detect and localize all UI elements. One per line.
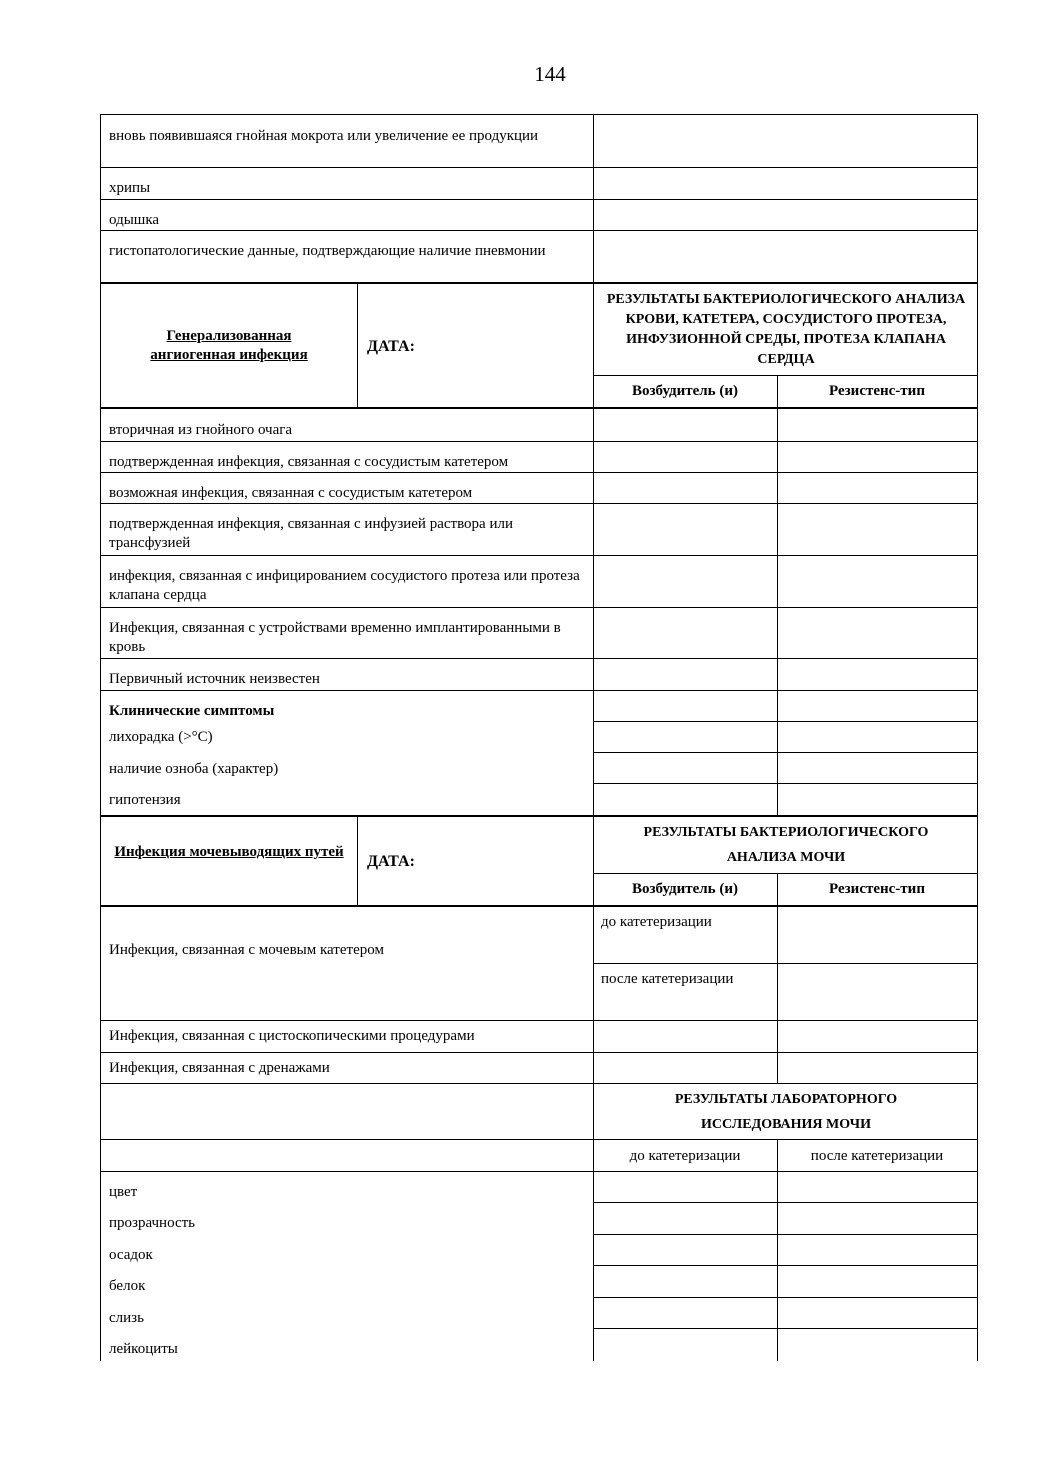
grid-line [593,1234,977,1235]
grid-line [593,375,977,376]
grid-line [777,1139,778,1361]
grid-line [593,115,594,1361]
grid-line [357,815,358,905]
urinary-results-header: РЕЗУЛЬТАТЫ БАКТЕРИОЛОГИЧЕСКОГО АНАЛИЗА МОЧИ [643,825,929,865]
lab-row: слизь [109,1310,144,1326]
before-catheterization: до катетеризации [601,914,712,930]
angio-row: подтвержденная инфекция, связанная с инфузией раствора или трансфузией [109,516,514,551]
clinical-symptoms-heading: Клинические симптомы [109,703,275,719]
urinary-row: Инфекция, связанная с цистоскопическими процедурами [109,1028,475,1044]
pneumonia-row: гистопатологические данные, подтверждающие наличие пневмонии [109,243,546,259]
angio-row: лихорадка (>°C) [109,729,213,745]
urinary-date-label: ДАТА: [367,853,415,870]
angio-resistance-header: Резистенс-тип [829,383,925,399]
grid-line [593,1328,977,1329]
pneumonia-row: вновь появившаяся гнойная мокрота или увеличение ее продукции [109,128,539,144]
grid-line [593,873,977,874]
grid-line [101,905,977,907]
angio-row: вторичная из гнойного очага [109,422,293,438]
lab-row: лейкоциты [109,1341,178,1357]
pneumonia-row: хрипы [109,180,151,196]
angio-results-header: РЕЗУЛЬТАТЫ БАКТЕРИОЛОГИЧЕСКОГО АНАЛИЗА КРОВИ, КАТЕТЕРА, СОСУДИСТОГО ПРОТЕЗА, ИНФУЗИОННОЙ СРЕДЫ, ПРОТЕЗА КЛАПАНА СЕРДЦА [606,292,966,367]
pneumonia-row: одышка [109,212,160,228]
grid-line [101,441,977,442]
page-number: 144 [534,62,566,86]
angio-section-title: Генерализованная ангиогенная инфекция [150,328,308,363]
angio-row: подтвержденная инфекция, связанная с сосудистым катетером [109,454,509,470]
grid-line [101,555,977,556]
grid-line [593,752,977,753]
lab-row: осадок [109,1247,153,1263]
grid-line [101,199,977,200]
grid-line [101,607,977,608]
grid-line [357,282,358,407]
grid-line [593,721,977,722]
grid-line [101,1171,977,1172]
grid-line [101,815,977,817]
grid-line [101,1139,977,1140]
grid-line [593,1202,977,1203]
grid-line [101,407,977,409]
lab-results-header: РЕЗУЛЬТАТЫ ЛАБОРАТОРНОГО ИССЛЕДОВАНИЯ МОЧИ [674,1092,898,1132]
grid-line [777,375,778,815]
angio-row: инфекция, связанная с инфицированием сосудистого протеза или протеза клапана сердца [109,568,580,603]
grid-line [777,873,778,1083]
grid-line [101,230,977,231]
grid-line [593,783,977,784]
grid-line [101,690,977,691]
angio-row: Первичный источник неизвестен [109,671,320,687]
urinary-pathogen-header: Возбудитель (и) [631,881,738,897]
lab-row: цвет [109,1184,138,1200]
infection-form-table [100,114,978,1361]
grid-line [101,658,977,659]
angio-row: Инфекция, связанная с устройствами временно имплантированными в кровь [109,620,561,655]
lab-row: белок [109,1278,146,1294]
grid-line [101,1083,977,1084]
angio-row: наличие озноба (характер) [109,761,279,777]
urinary-catheter-row: Инфекция, связанная с мочевым катетером [109,942,384,958]
grid-line [101,1020,977,1021]
grid-line [101,503,977,504]
angio-date-label: ДАТА: [367,338,415,355]
lab-after-header: после катетеризации [810,1148,944,1164]
angio-row: гипотензия [109,792,181,808]
angio-row: возможная инфекция, связанная с сосудистым катетером [109,485,473,501]
grid-line [101,1052,977,1053]
lab-row: прозрачность [109,1215,196,1231]
grid-line [101,282,977,284]
after-catheterization: после катетеризации [601,971,734,987]
urinary-row: Инфекция, связанная с дренажами [109,1060,330,1076]
lab-before-header: до катетеризации [629,1148,741,1164]
urinary-resistance-header: Резистенс-тип [829,881,925,897]
grid-line [593,963,977,964]
urinary-section-title: Инфекция мочевыводящих путей [114,844,344,860]
grid-line [101,167,977,168]
grid-line [593,1297,977,1298]
grid-line [101,472,977,473]
grid-line [593,1265,977,1266]
angio-pathogen-header: Возбудитель (и) [631,383,738,399]
